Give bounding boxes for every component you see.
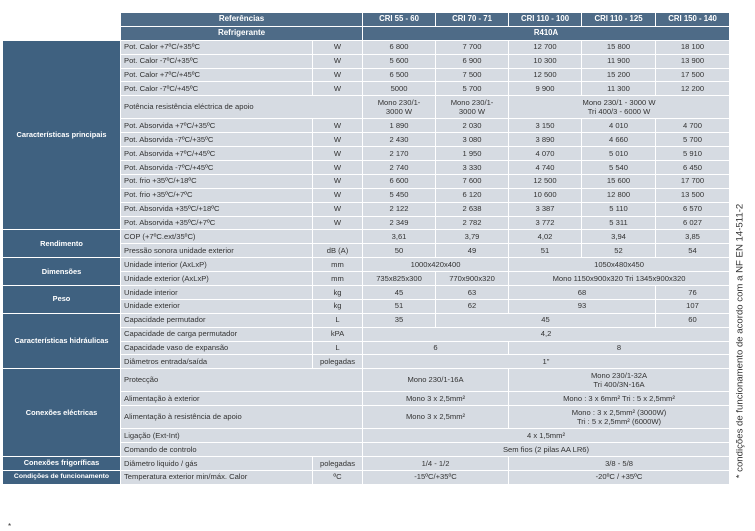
category-dimensions: Dimensões — [3, 258, 121, 286]
cell-value: 49 — [436, 244, 509, 258]
cell-value: 1050x480x450 — [509, 258, 730, 272]
model-header-3: CRI 110 - 100 — [509, 13, 582, 27]
cell-value: 5 311 — [582, 216, 656, 230]
row-label: Pot. frio +35ºC/+18ºC — [121, 174, 313, 188]
cell-value: 12 500 — [509, 174, 582, 188]
cell-value: 5 700 — [436, 82, 509, 96]
row-unit: kg — [313, 299, 363, 313]
model-header-2: CRI 70 - 71 — [436, 13, 509, 27]
row-label: Potência resistência eléctrica de apoio — [121, 96, 363, 119]
cell-value: 51 — [363, 299, 436, 313]
cell-value: 6 120 — [436, 188, 509, 202]
cell-value: Mono 230/1 - 3000 W Tri 400/3 - 6000 W — [509, 96, 730, 119]
row-label: COP (+7ºC.ext/35ºC) — [121, 230, 313, 244]
row-label: Pot. Calor +7ºC/+35ºC — [121, 40, 313, 54]
references-header: Referências — [121, 13, 363, 27]
row-label: Capacidade vaso de expansão — [121, 341, 313, 355]
cell-value: 6 900 — [436, 54, 509, 68]
cell-value: 3 150 — [509, 119, 582, 133]
row-unit: polegadas — [313, 355, 363, 369]
cell-value: 7 700 — [436, 40, 509, 54]
cell-value: Mono 1150x900x320 Tri 1345x900x320 — [509, 272, 730, 286]
cell-value: 3,85 — [656, 230, 730, 244]
cell-value: 6 800 — [363, 40, 436, 54]
cell-value: 76 — [656, 286, 730, 300]
table-row — [3, 470, 730, 484]
row-unit: L — [313, 313, 363, 327]
row-unit: W — [313, 54, 363, 68]
row-unit: W — [313, 68, 363, 82]
cell-value: 1 950 — [436, 147, 509, 161]
cell-value: 2 740 — [363, 161, 436, 175]
row-unit: mm — [313, 272, 363, 286]
cell-value: 6 027 — [656, 216, 730, 230]
specifications-table — [2, 12, 730, 485]
cell-value: 3 330 — [436, 161, 509, 175]
row-label: Protecção — [121, 369, 363, 392]
row-label: Unidade exterior (AxLxP) — [121, 272, 313, 286]
row-unit: kg — [313, 286, 363, 300]
row-label: Capacidade de carga permutador — [121, 327, 313, 341]
cell-value: 6 500 — [363, 68, 436, 82]
row-label: Ligação (Ext-Int) — [121, 429, 363, 443]
category-performance: Rendimento — [3, 230, 121, 258]
cell-value: 60 — [656, 313, 730, 327]
cell-value: 3/8 - 5/8 — [509, 457, 730, 471]
cell-value: 4 700 — [656, 119, 730, 133]
cell-value: 18 100 — [656, 40, 730, 54]
cell-value: 2 122 — [363, 202, 436, 216]
cell-value: Mono 230/1- 3000 W — [363, 96, 436, 119]
cell-value: 4 660 — [582, 133, 656, 147]
category-refrigerant-connections: Conexões frigoríficas — [3, 457, 121, 471]
cell-value: 5 450 — [363, 188, 436, 202]
cell-value: 5 010 — [582, 147, 656, 161]
cell-value: 1000x420x400 — [363, 258, 509, 272]
row-unit: L — [313, 341, 363, 355]
row-label: Diâmetros entrada/saída — [121, 355, 313, 369]
cell-value: -20ºC / +35ºC — [509, 470, 730, 484]
cell-value: -15ºC/+35ºC — [363, 470, 509, 484]
row-label: Pot. Calor -7ºC/+45ºC — [121, 82, 313, 96]
row-unit: polegadas — [313, 457, 363, 471]
cell-value: 10 300 — [509, 54, 582, 68]
cell-value: 10 600 — [509, 188, 582, 202]
cell-value: 68 — [509, 286, 656, 300]
cell-value: 15 600 — [582, 174, 656, 188]
cell-value: 3,79 — [436, 230, 509, 244]
cell-value: 4 x 1,5mm² — [363, 429, 730, 443]
cell-value: 2 782 — [436, 216, 509, 230]
footnote-text: * condições de funcionamento de acordo com a NF EN 14-511-2 — [734, 203, 746, 479]
footnote-asterisk: * — [8, 522, 12, 531]
row-label: Temperatura exterior min/máx. Calor — [121, 470, 313, 484]
row-label: Pot. Absorvida -7ºC/+45ºC — [121, 161, 313, 175]
model-header-5: CRI 150 - 140 — [656, 13, 730, 27]
header-row-references — [3, 13, 730, 27]
row-label: Pot. Calor +7ºC/+45ºC — [121, 68, 313, 82]
cell-value: 12 700 — [509, 40, 582, 54]
cell-value: 735x825x300 — [363, 272, 436, 286]
cell-value: 45 — [436, 313, 656, 327]
row-label: Alimentação à resistência de apoio — [121, 406, 363, 429]
row-label: Pot. Calor -7ºC/+35ºC — [121, 54, 313, 68]
cell-value: Mono 230/1- 3000 W — [436, 96, 509, 119]
row-label: Pot. Absorvida +35ºC/+18ºC — [121, 202, 313, 216]
cell-value: 2 030 — [436, 119, 509, 133]
cell-value: 2 170 — [363, 147, 436, 161]
cell-value: 107 — [656, 299, 730, 313]
cell-value: 5 700 — [656, 133, 730, 147]
cell-value: 1/4 - 1/2 — [363, 457, 509, 471]
row-unit: dB (A) — [313, 244, 363, 258]
category-main-characteristics: Características principais — [3, 40, 121, 230]
cell-value: 5 540 — [582, 161, 656, 175]
cell-value: 13 900 — [656, 54, 730, 68]
cell-value: 13 500 — [656, 188, 730, 202]
cell-value: 4 010 — [582, 119, 656, 133]
row-unit: mm — [313, 258, 363, 272]
table-row — [3, 40, 730, 54]
cell-value: 15 800 — [582, 40, 656, 54]
table-row — [3, 313, 730, 327]
row-label: Unidade interior — [121, 286, 313, 300]
row-label: Pot. Absorvida +35ºC/+7ºC — [121, 216, 313, 230]
table-row — [3, 286, 730, 300]
row-unit: W — [313, 133, 363, 147]
cell-value: 5 600 — [363, 54, 436, 68]
cell-value: 2 349 — [363, 216, 436, 230]
cell-value: 8 — [509, 341, 730, 355]
cell-value: 2 638 — [436, 202, 509, 216]
cell-value: Mono 230/1-16A — [363, 369, 509, 392]
row-unit: W — [313, 161, 363, 175]
category-electrical: Conexões eléctricas — [3, 369, 121, 457]
category-weight: Peso — [3, 286, 121, 314]
cell-value: 5 110 — [582, 202, 656, 216]
refrigerant-value: R410A — [363, 26, 730, 40]
row-unit: W — [313, 174, 363, 188]
model-header-1: CRI 55 - 60 — [363, 13, 436, 27]
row-unit: W — [313, 188, 363, 202]
cell-value: 9 900 — [509, 82, 582, 96]
cell-value: 54 — [656, 244, 730, 258]
row-label: Comando de controlo — [121, 443, 363, 457]
cell-value: 4 070 — [509, 147, 582, 161]
row-unit: W — [313, 147, 363, 161]
cell-value: 12 800 — [582, 188, 656, 202]
row-unit: W — [313, 82, 363, 96]
cell-value: 1" — [363, 355, 730, 369]
cell-value: 63 — [436, 286, 509, 300]
row-label: Unidade interior (AxLxP) — [121, 258, 313, 272]
row-label: Pressão sonora unidade exterior — [121, 244, 313, 258]
table-row — [3, 230, 730, 244]
cell-value: 5 910 — [656, 147, 730, 161]
cell-value: 7 500 — [436, 68, 509, 82]
row-label: Pot. frio +35ºC/+7ºC — [121, 188, 313, 202]
model-header-4: CRI 110 - 125 — [582, 13, 656, 27]
cell-value: 7 600 — [436, 174, 509, 188]
cell-value: 45 — [363, 286, 436, 300]
category-operating-conditions: Condições de funcionamento — [3, 470, 121, 484]
cell-value: 4,2 — [363, 327, 730, 341]
cell-value: Mono : 3 x 6mm² Tri : 5 x 2,5mm² — [509, 392, 730, 406]
row-label: Pot. Absorvida +7ºC/+35ºC — [121, 119, 313, 133]
cell-value: 62 — [436, 299, 509, 313]
cell-value: 3 772 — [509, 216, 582, 230]
row-label: Diâmetro liquido / gás — [121, 457, 313, 471]
cell-value: 12 200 — [656, 82, 730, 96]
cell-value: 93 — [509, 299, 656, 313]
cell-value: 3 387 — [509, 202, 582, 216]
cell-value: Mono : 3 x 2,5mm² (3000W) Tri : 5 x 2,5mm² (6000W) — [509, 406, 730, 429]
cell-value: 52 — [582, 244, 656, 258]
cell-value: 3,94 — [582, 230, 656, 244]
category-hydraulic: Características hidráulicas — [3, 313, 121, 369]
cell-value: Mono 3 x 2,5mm² — [363, 392, 509, 406]
cell-value: 51 — [509, 244, 582, 258]
cell-value: 17 700 — [656, 174, 730, 188]
row-unit: W — [313, 202, 363, 216]
row-label: Pot. Absorvida +7ºC/+45ºC — [121, 147, 313, 161]
row-unit: ºC — [313, 470, 363, 484]
cell-value: 35 — [363, 313, 436, 327]
row-label: Unidade exterior — [121, 299, 313, 313]
cell-value: 3 080 — [436, 133, 509, 147]
row-label: Alimentação à exterior — [121, 392, 363, 406]
cell-value: 4 740 — [509, 161, 582, 175]
cell-value: Mono 230/1-32A Tri 400/3N-16A — [509, 369, 730, 392]
table-row — [3, 258, 730, 272]
row-unit: W — [313, 216, 363, 230]
table-row — [3, 369, 730, 392]
footnote-vertical — [733, 162, 747, 520]
row-unit — [313, 230, 363, 244]
cell-value: 2 430 — [363, 133, 436, 147]
cell-value: 11 300 — [582, 82, 656, 96]
cell-value: 6 — [363, 341, 509, 355]
cell-value: 6 600 — [363, 174, 436, 188]
cell-value: 6 570 — [656, 202, 730, 216]
row-unit: W — [313, 40, 363, 54]
cell-value: Mono 3 x 2,5mm² — [363, 406, 509, 429]
cell-value: 12 500 — [509, 68, 582, 82]
cell-value: 17 500 — [656, 68, 730, 82]
cell-value: 15 200 — [582, 68, 656, 82]
table-row — [3, 457, 730, 471]
row-label: Capacidade permutador — [121, 313, 313, 327]
row-unit: W — [313, 119, 363, 133]
cell-value: 3 890 — [509, 133, 582, 147]
cell-value: 3,61 — [363, 230, 436, 244]
cell-value: 11 900 — [582, 54, 656, 68]
header-row-refrigerant — [3, 26, 730, 40]
cell-value: 770x900x320 — [436, 272, 509, 286]
refrigerant-header: Refrigerante — [121, 26, 363, 40]
cell-value: 6 450 — [656, 161, 730, 175]
cell-value: 50 — [363, 244, 436, 258]
cell-value: Sem fios (2 pilas AA LR6) — [363, 443, 730, 457]
cell-value: 4,02 — [509, 230, 582, 244]
cell-value: 1 890 — [363, 119, 436, 133]
row-label: Pot. Absorvida -7ºC/+35ºC — [121, 133, 313, 147]
cell-value: 5000 — [363, 82, 436, 96]
row-unit: kPA — [313, 327, 363, 341]
